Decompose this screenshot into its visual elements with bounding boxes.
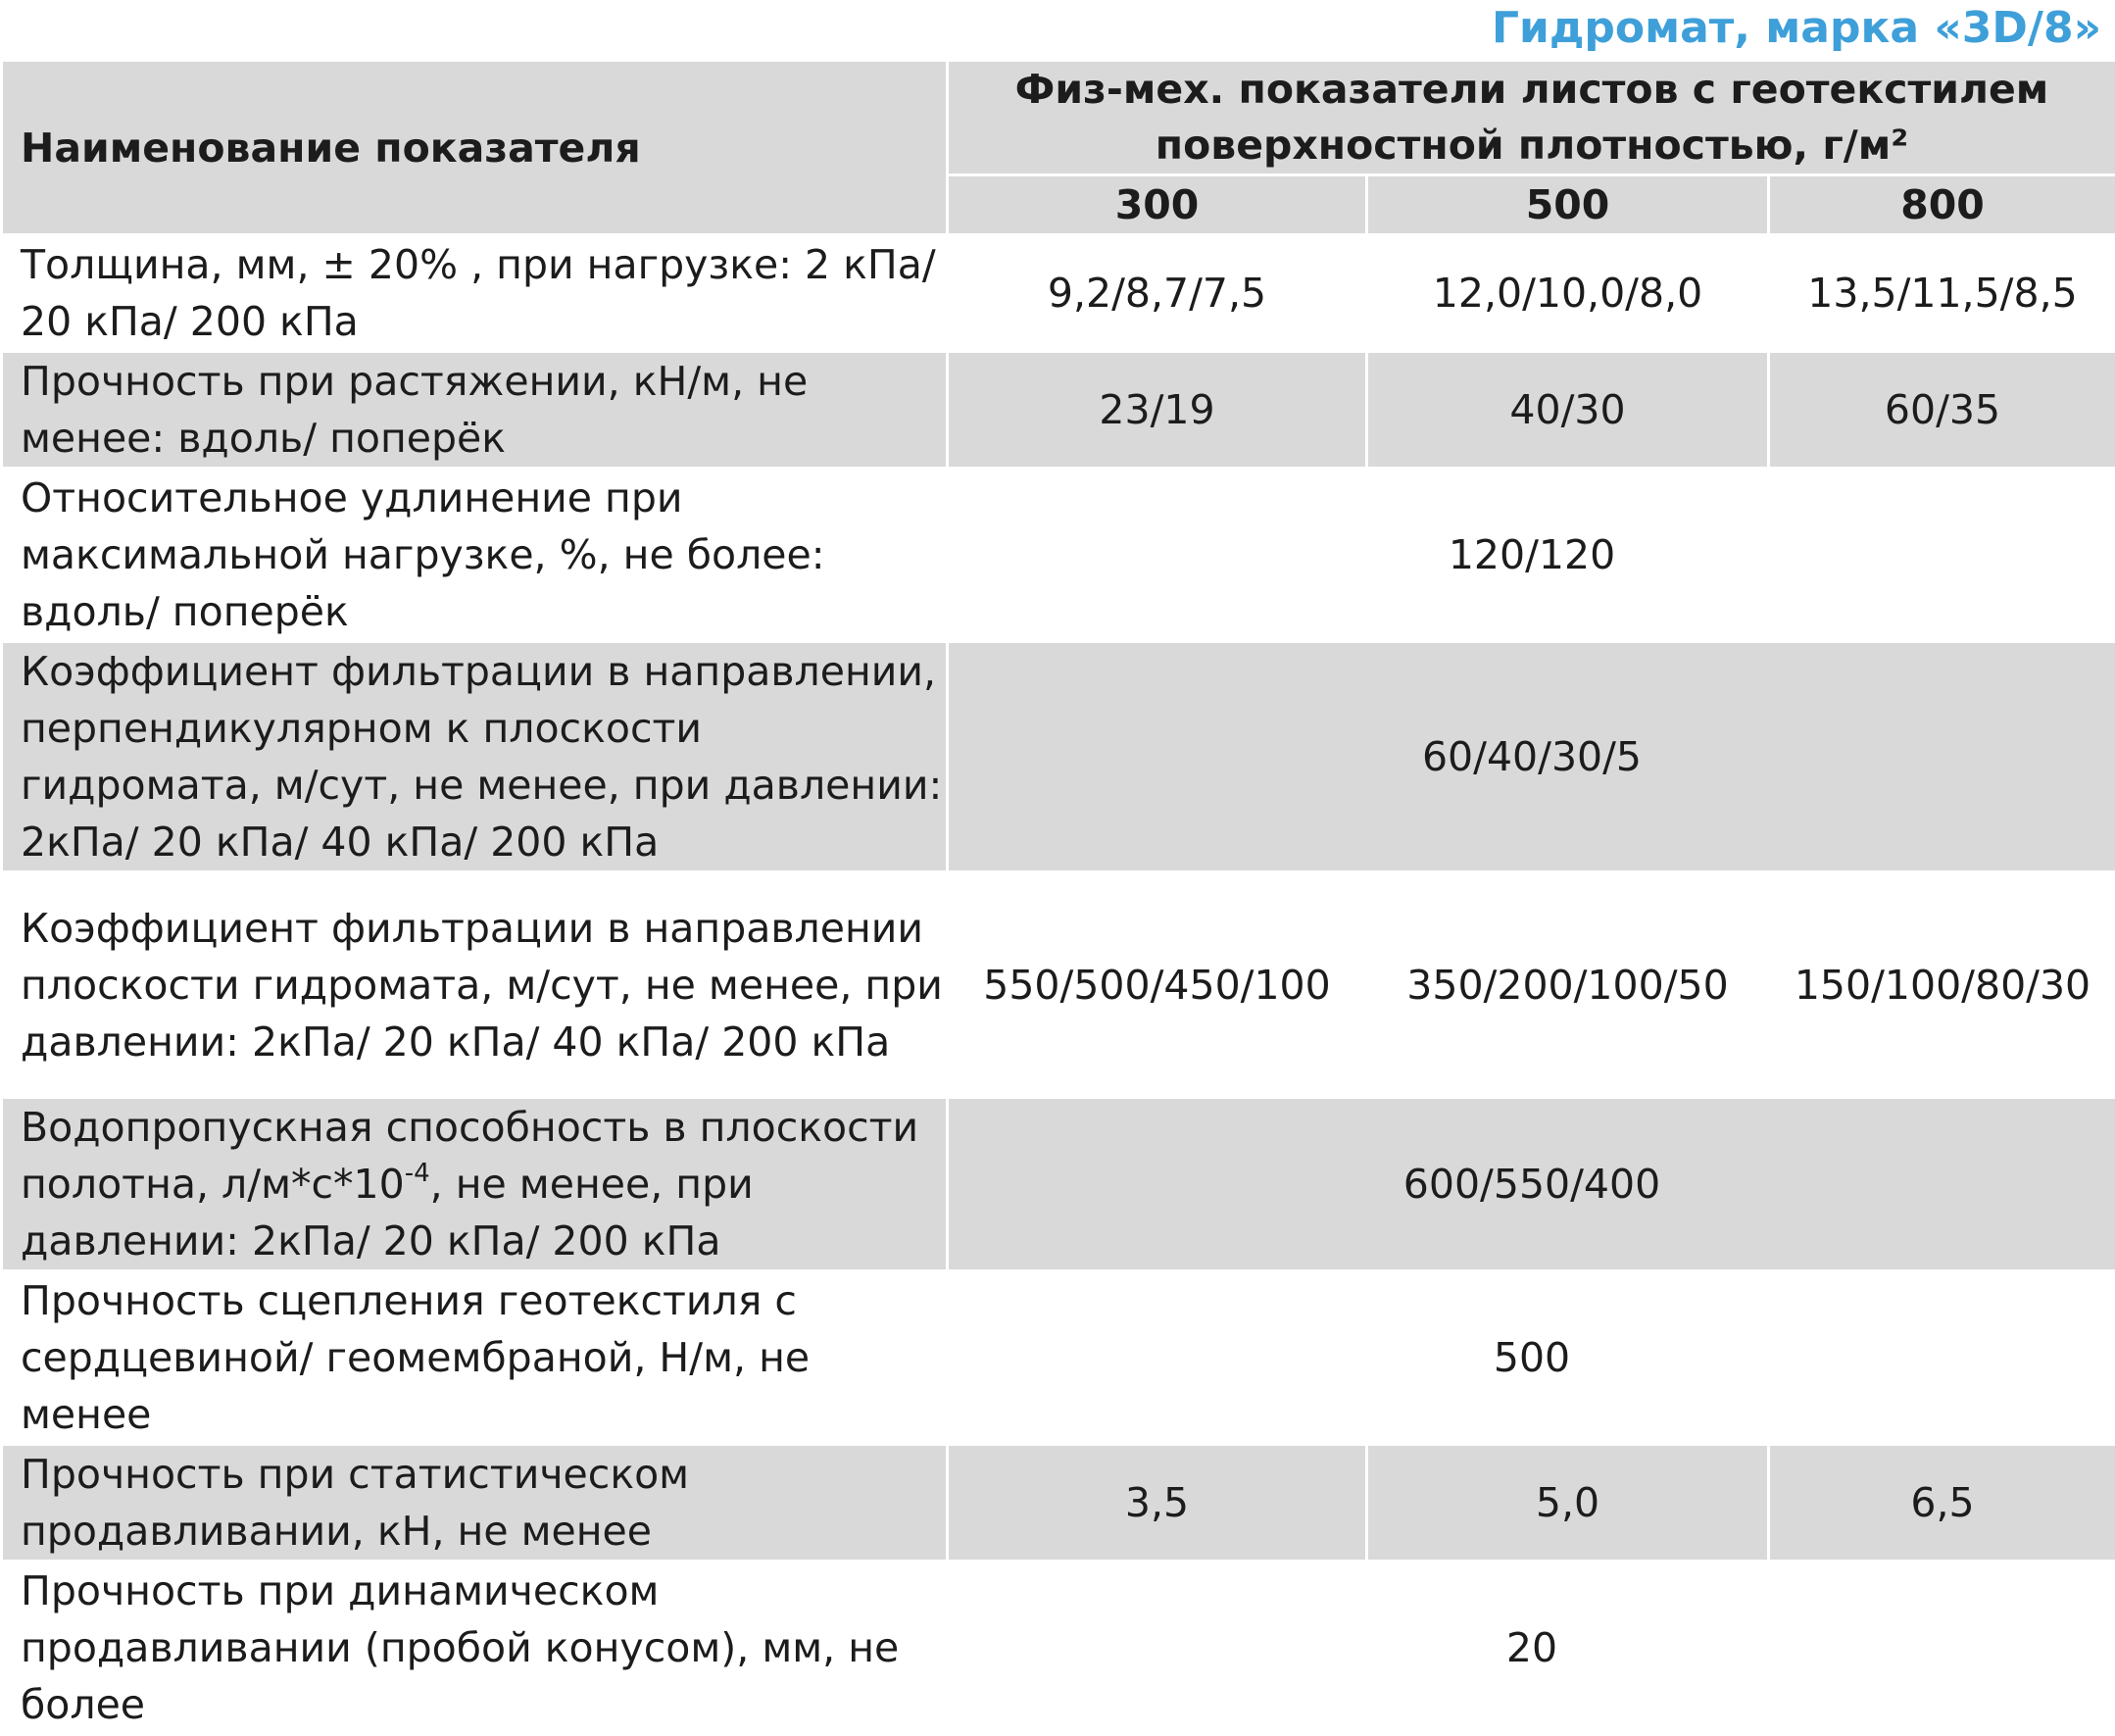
table-row (2, 235, 2115, 352)
cell-value: 550/500/450/100 (948, 872, 1367, 1098)
row-label: Прочность при растяжении, кН/м, не менее: вдоль/ поперёк (2, 352, 948, 469)
row-label: Прочность при статистическом продавливании, кН, не менее (2, 1445, 948, 1562)
cell-value: 12,0/10,0/8,0 (1367, 235, 1769, 352)
column-header-300: 300 (948, 175, 1367, 235)
merged-cell-value: 500 (948, 1271, 2115, 1445)
row-label-exponent: -4 (405, 1159, 430, 1188)
spec-table (0, 59, 2115, 1736)
table-row (2, 1562, 2115, 1735)
merged-cell-value: 60/40/30/5 (948, 642, 2115, 872)
cell-value: 9,2/8,7/7,5 (948, 235, 1367, 352)
cell-value: 40/30 (1367, 352, 1769, 469)
table-row (2, 1445, 2115, 1562)
cell-value: 5,0 (1367, 1445, 1769, 1562)
row-label: Коэффициент фильтрации в направлении, перпендикулярном к плоскости гидромата, м/сут, не менее, при давлении: 2кПа/ 20 кПа/ 40 кПа/ 200 кПа (2, 642, 948, 872)
row-label: Прочность сцепления геотекстиля с сердцевиной/ геомембраной, Н/м, не менее (2, 1271, 948, 1445)
row-label: Прочность при динамическом продавливании (пробой конусом), мм, не более (2, 1562, 948, 1735)
table-row (2, 352, 2115, 469)
column-header-500: 500 (1367, 175, 1769, 235)
table-row (2, 1271, 2115, 1445)
cell-value: 3,5 (948, 1445, 1367, 1562)
row-label: Толщина, мм, ± 20% , при нагрузке: 2 кПа/ 20 кПа/ 200 кПа (2, 235, 948, 352)
cell-value: 150/100/80/30 (1769, 872, 2115, 1098)
row-label (2, 1098, 948, 1271)
merged-cell-value: 600/550/400 (948, 1098, 2115, 1271)
column-header-800: 800 (1769, 175, 2115, 235)
merged-cell-value: 120/120 (948, 469, 2115, 642)
table-row (2, 872, 2115, 1098)
table-header-row (2, 61, 2115, 175)
row-label: Относительное удлинение при максимальной нагрузке, %, не более: вдоль/ поперёк (2, 469, 948, 642)
table-row (2, 469, 2115, 642)
product-title: Гидромат, марка «3D/8» (1492, 2, 2101, 55)
cell-value: 60/35 (1769, 352, 2115, 469)
cell-value: 350/200/100/50 (1367, 872, 1769, 1098)
group-column-header: Физ-мех. показатели листов с геотекстилем поверхностной плотностью, г/м² (948, 61, 2115, 175)
cell-value: 13,5/11,5/8,5 (1769, 235, 2115, 352)
cell-value: 23/19 (948, 352, 1367, 469)
cell-value: 6,5 (1769, 1445, 2115, 1562)
row-label-text-end: , не менее, при давлении: 2кПа/ 20 кПа/ 200 кПа (21, 1161, 754, 1265)
table-row (2, 642, 2115, 872)
name-column-header: Наименование показателя (2, 61, 948, 235)
row-label: Коэффициент фильтрации в направлении плоскости гидромата, м/сут, не менее, при давлении: 2кПа/ 20 кПа/ 40 кПа/ 200 кПа (2, 872, 948, 1098)
merged-cell-value: 20 (948, 1562, 2115, 1735)
table-row (2, 1098, 2115, 1271)
row-label-text: Водопропускная способность в плоскости полотна, л/м*с*10 (21, 1104, 918, 1208)
